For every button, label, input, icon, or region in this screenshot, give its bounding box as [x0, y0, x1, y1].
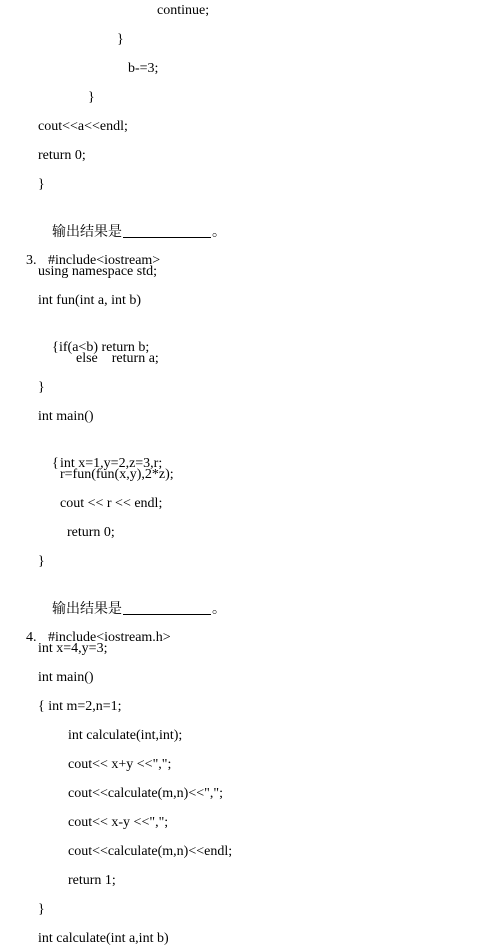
- code-line: int x=4,y=3;: [38, 641, 108, 656]
- code-brace: {: [52, 456, 59, 471]
- answer-line: [38, 582, 226, 617]
- code-line: }: [38, 380, 45, 395]
- question-header: [12, 611, 171, 645]
- code-line: cout << r << endl;: [60, 496, 163, 511]
- question-number: 3.: [26, 253, 37, 268]
- code-line: }: [38, 902, 45, 917]
- code-line: return 0;: [38, 148, 86, 163]
- code-line: using namespace std;: [38, 264, 157, 279]
- code-line: cout<<calculate(m,n)<<endl;: [68, 844, 233, 859]
- code-brace: {: [52, 340, 59, 355]
- code-line: b-=3;: [128, 61, 159, 76]
- code-line: return 1;: [68, 873, 116, 888]
- code-line: }: [117, 32, 124, 47]
- answer-label: 输出结果是: [52, 225, 122, 240]
- question-header: [12, 234, 161, 268]
- code-line: cout<< x+y <<",";: [68, 757, 172, 772]
- code-text: int x=1,y=2,z=3,r;: [60, 456, 163, 471]
- code-line: }: [38, 554, 45, 569]
- code-text: if(a<b) return b;: [59, 340, 150, 355]
- answer-label: 输出结果是: [52, 602, 122, 617]
- code-line: return 0;: [67, 525, 115, 540]
- code-line: int calculate(int a,int b): [38, 931, 169, 946]
- code-line: int calculate(int,int);: [68, 728, 183, 743]
- code-line: continue;: [157, 3, 210, 18]
- answer-line: [38, 205, 226, 240]
- code-line: int main(): [38, 670, 94, 685]
- code-line: r=fun(fun(x,y),2*z);: [60, 467, 174, 482]
- code-line: int fun(int a, int b): [38, 293, 142, 308]
- question-number: 4.: [26, 630, 37, 645]
- answer-end-mark: 。: [212, 602, 226, 617]
- answer-end-mark: 。: [212, 225, 226, 240]
- code-line: [38, 321, 150, 355]
- code-line: #include<iostream>: [48, 253, 161, 268]
- code-line: cout<<calculate(m,n)<<",";: [68, 786, 223, 801]
- code-line: else return a;: [76, 351, 159, 366]
- code-line: int main(): [38, 409, 94, 424]
- code-line: cout<< x-y <<",";: [68, 815, 169, 830]
- code-line: { int m=2,n=1;: [38, 699, 122, 714]
- code-line: [38, 437, 163, 471]
- code-line: cout<<a<<endl;: [38, 119, 128, 134]
- code-line: }: [88, 90, 95, 105]
- code-line: #include<iostream.h>: [48, 630, 171, 645]
- code-line: }: [38, 177, 45, 192]
